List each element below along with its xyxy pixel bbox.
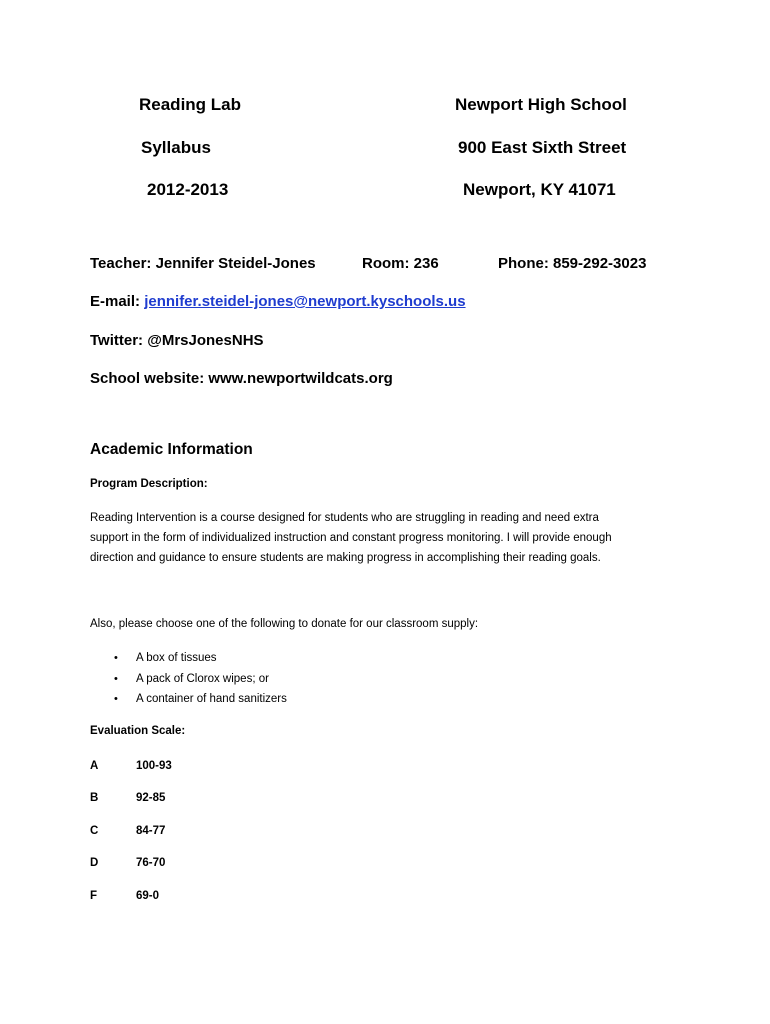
school-name: Newport High School: [455, 95, 627, 114]
teacher-name: Teacher: Jennifer Steidel-Jones: [90, 255, 316, 272]
supply-list: [92, 648, 287, 710]
document-type: Syllabus: [141, 138, 211, 157]
room-number: Room: 236: [362, 255, 439, 272]
grade-letter: F: [90, 890, 98, 902]
grade-range: 76-70: [136, 857, 166, 869]
list-item: [92, 669, 287, 690]
school-year: 2012-2013: [147, 180, 229, 199]
program-line: Reading Intervention is a course designed for students who are struggling in reading and need extra: [90, 512, 599, 524]
school-street: 900 East Sixth Street: [458, 138, 627, 157]
course-title: Reading Lab: [139, 95, 242, 114]
phone-number: Phone: 859-292-3023: [498, 255, 647, 272]
supply-intro: Also, please choose one of the following to donate for our classroom supply:: [90, 618, 479, 630]
grade-letter: C: [90, 825, 99, 837]
program-line: support in the form of individualized instruction and constant progress monitoring. I will provide enough: [90, 532, 612, 544]
bullet-icon: •: [114, 693, 118, 705]
grade-range: 69-0: [136, 890, 160, 902]
program-line: direction and guidance to ensure students are making progress in accomplishing their reading goals.: [90, 552, 601, 564]
twitter-handle: Twitter: @MrsJonesNHS: [90, 332, 264, 349]
grade-range: 84-77: [136, 825, 166, 837]
bullet-icon: •: [114, 652, 118, 664]
supply-item: A box of tissues: [136, 652, 217, 664]
email-label: E-mail:: [90, 293, 145, 310]
supply-item: A pack of Clorox wipes; or: [136, 672, 269, 685]
grade-range: 100-93: [136, 760, 172, 772]
list-item: [92, 648, 287, 669]
evaluation-scale-label: Evaluation Scale:: [90, 725, 186, 737]
grade-range: 92-85: [136, 792, 166, 804]
email-link[interactable]: jennifer.steidel-jones@newport.kyschools.us: [144, 293, 466, 310]
email-line: [90, 293, 466, 310]
bullet-icon: •: [114, 672, 118, 685]
list-item: [92, 689, 287, 710]
grade-letter: D: [90, 857, 99, 869]
school-website: School website: www.newportwildcats.org: [90, 370, 393, 387]
grade-letter: A: [90, 760, 99, 772]
academic-info-heading: Academic Information: [90, 441, 253, 458]
school-city: Newport, KY 41071: [463, 180, 616, 199]
supply-item: A container of hand sanitizers: [136, 693, 287, 705]
program-description-label: Program Description:: [90, 478, 208, 490]
program-description: [90, 508, 700, 568]
grade-letter: B: [90, 792, 99, 804]
